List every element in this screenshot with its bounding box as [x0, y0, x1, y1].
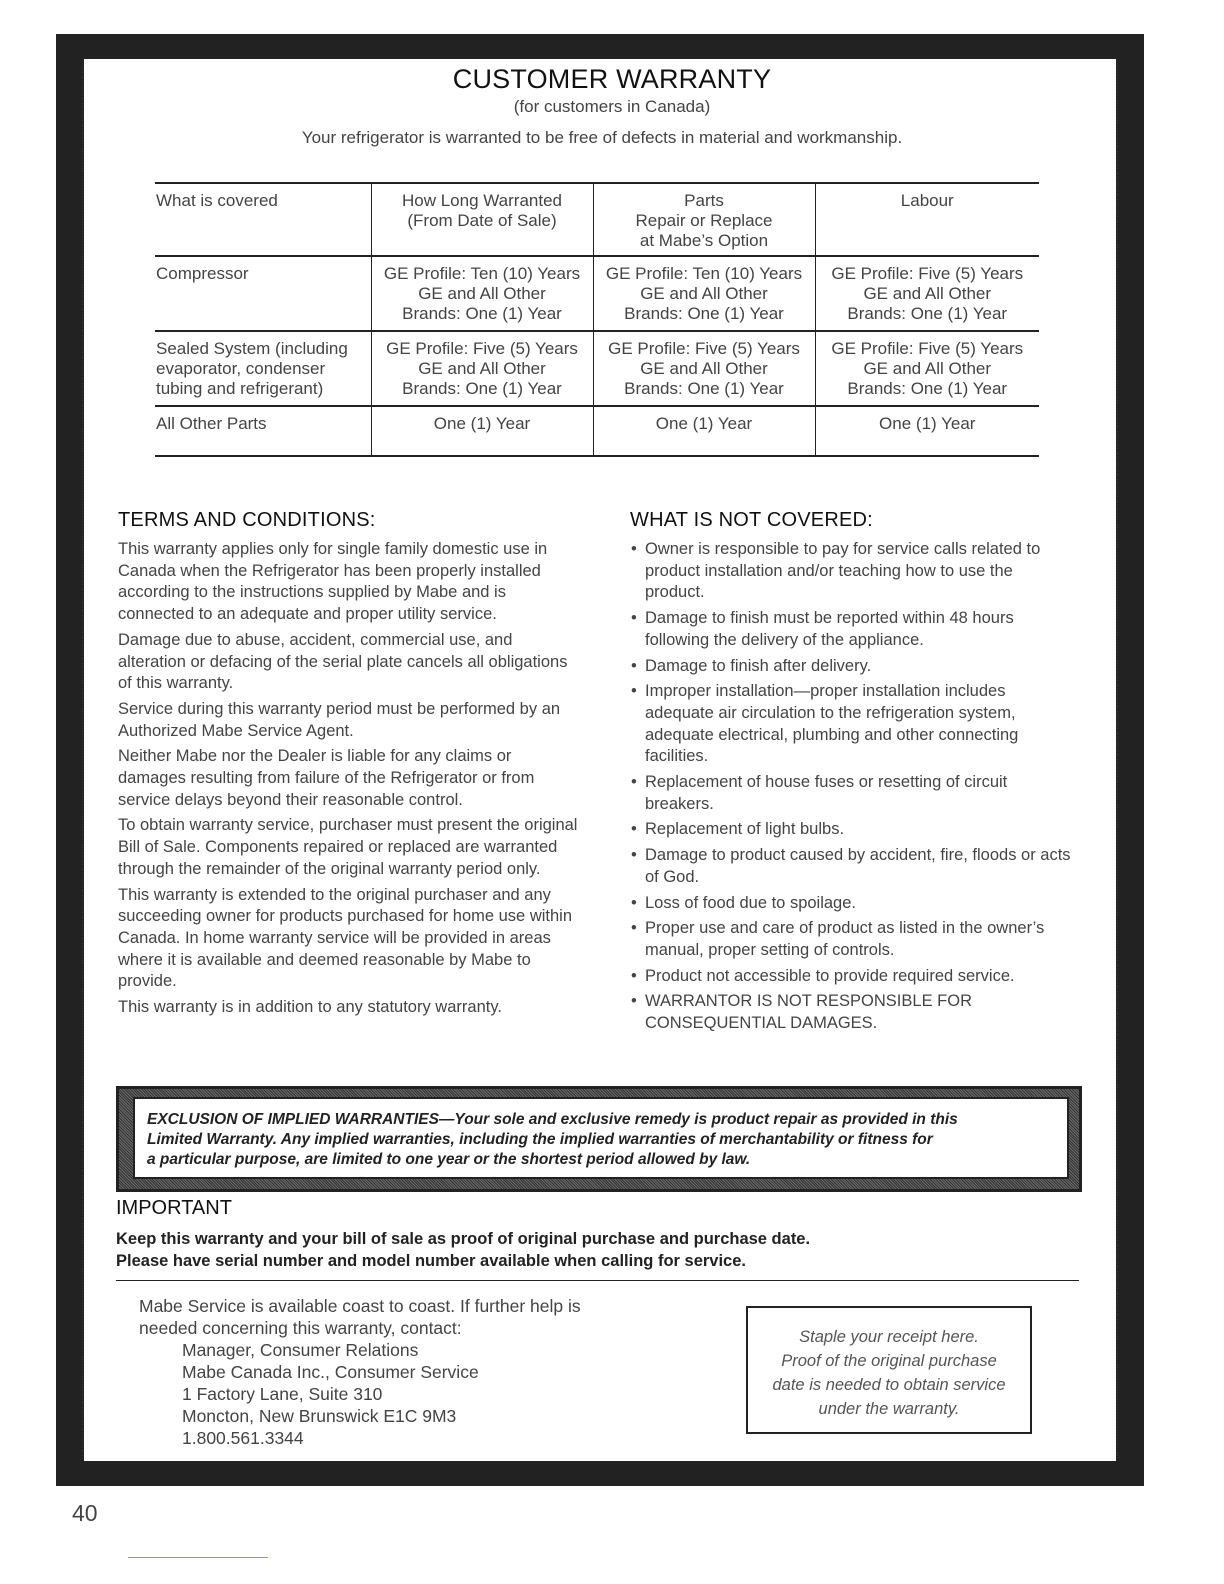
- header-line: (From Date of Sale): [407, 211, 557, 230]
- staple-line: under the warranty.: [818, 1400, 960, 1418]
- header-parts: [593, 183, 815, 256]
- cell-line: evaporator, condenser: [156, 359, 326, 378]
- staple-line: Proof of the original purchase: [781, 1352, 997, 1370]
- header-what-covered: [155, 183, 371, 256]
- contact-street: 1 Factory Lane, Suite 310: [182, 1384, 383, 1404]
- cell-line: Sealed System (including: [156, 339, 348, 358]
- cell-line: GE and All Other: [640, 284, 768, 303]
- not-covered-heading: WHAT IS NOT COVERED:: [630, 509, 873, 531]
- important-notice: [116, 1228, 810, 1272]
- footer-link-underline: [128, 1557, 268, 1558]
- list-item: • Product not accessible to provide required service.: [630, 966, 1075, 988]
- cell-line: GE and All Other: [418, 359, 546, 378]
- staple-line: date is needed to obtain service: [772, 1376, 1006, 1394]
- cell-line: tubing and refrigerant): [156, 379, 324, 398]
- contact-city: Moncton, New Brunswick E1C 9M3: [182, 1406, 457, 1426]
- contact-company: Mabe Canada Inc., Consumer Service: [182, 1362, 479, 1382]
- contact-info: [139, 1295, 581, 1449]
- cell-labour: [815, 256, 1039, 331]
- table-row-sealed-system: [155, 331, 1039, 406]
- cell-line: GE Profile: Five (5) Years: [608, 339, 800, 358]
- important-heading: IMPORTANT: [116, 1197, 232, 1219]
- intro-text: Your refrigerator is warranted to be free of defects in material and workmanship.: [301, 128, 903, 147]
- exclusion-line: Limited Warranty. Any implied warranties, including the implied warranties of merchantability or fitness for: [147, 1131, 933, 1148]
- exclusion-text: [133, 1097, 1069, 1179]
- cell-how-long: [371, 331, 593, 406]
- cell-line: GE and All Other: [863, 284, 992, 303]
- list-item: • Improper installation—proper installation includes adequate air circulation to the refrigeration system, adequate electrical, plumbing and other connecting facilities.: [630, 681, 1075, 768]
- exclusion-line: EXCLUSION OF IMPLIED WARRANTIES—Your sole and exclusive remedy is product repair as provided in this: [147, 1111, 958, 1128]
- cell-line: GE and All Other: [863, 359, 992, 378]
- cell-line: GE Profile: Five (5) Years: [831, 264, 1024, 283]
- table-row-all-other-parts: [155, 406, 1039, 456]
- terms-paragraph: This warranty is extended to the original purchaser and any succeeding owner for products purchased for home use within Canada. In home warranty service will be provided in areas where it is available and deemed reasonable by Mabe to provide.: [118, 885, 572, 991]
- cell-line: GE Profile: Five (5) Years: [386, 339, 578, 358]
- page-title: CUSTOMER WARRANTY: [452, 64, 772, 94]
- warranty-table: [155, 182, 1039, 457]
- cell-line: Brands: One (1) Year: [402, 379, 562, 398]
- cell-covered: [155, 406, 371, 456]
- header-line: at Mabe’s Option: [639, 231, 769, 250]
- cell-parts: [593, 406, 815, 456]
- contact-phone: 1.800.561.3344: [182, 1428, 304, 1448]
- staple-receipt-box: [746, 1306, 1032, 1434]
- cell-covered: [155, 256, 371, 331]
- list-item: • Owner is responsible to pay for service calls related to product installation and/or teaching how to use the product.: [630, 539, 1075, 604]
- header-how-long: [371, 183, 593, 256]
- cell-line: GE Profile: Ten (10) Years: [605, 264, 803, 283]
- exclusion-line: a particular purpose, are limited to one year or the shortest period allowed by law.: [147, 1151, 751, 1168]
- contact-name: Manager, Consumer Relations: [182, 1340, 419, 1360]
- cell-line: GE and All Other: [418, 284, 546, 303]
- cell-line: Brands: One (1) Year: [402, 304, 562, 323]
- cell-line: One (1) Year: [433, 414, 531, 433]
- list-item: • Proper use and care of product as listed in the owner’s manual, proper setting of controls.: [630, 918, 1075, 961]
- cell-line: One (1) Year: [879, 414, 976, 433]
- header-line: Labour: [900, 191, 954, 210]
- header-labour: [815, 183, 1039, 256]
- terms-paragraph: Service during this warranty period must be performed by an Authorized Mabe Service Agent.: [118, 699, 561, 740]
- contact-intro-line: needed concerning this warranty, contact:: [139, 1318, 462, 1338]
- cell-line: Brands: One (1) Year: [847, 304, 1008, 323]
- header-line: What is covered: [156, 191, 278, 210]
- cell-covered: [155, 331, 371, 406]
- cell-line: GE Profile: Ten (10) Years: [383, 264, 581, 283]
- list-item: • Loss of food due to spoilage.: [630, 893, 1075, 915]
- cell-how-long: [371, 256, 593, 331]
- list-item: • Damage to finish after delivery.: [630, 656, 1075, 678]
- not-covered-list: [630, 539, 1075, 1035]
- list-item: • Damage to product caused by accident, fire, floods or acts of God.: [630, 845, 1075, 888]
- cell-line: One (1) Year: [655, 414, 753, 433]
- list-item: • Replacement of house fuses or resetting of circuit breakers.: [630, 772, 1075, 815]
- terms-paragraph: To obtain warranty service, purchaser must present the original Bill of Sale. Components repaired or replaced are warranted through the remainder of the original warranty period only.: [118, 816, 578, 878]
- terms-paragraph: This warranty applies only for single family domestic use in Canada when the Refrigerator has been properly installed according to the instructions supplied by Mabe and is connected to an adequate and proper utility service.: [118, 540, 548, 624]
- cell-line: Brands: One (1) Year: [624, 304, 784, 323]
- divider: [116, 1280, 1079, 1281]
- not-covered-body: [630, 539, 1075, 1039]
- header-line: How Long Warranted: [401, 191, 562, 210]
- terms-heading: TERMS AND CONDITIONS:: [118, 509, 376, 531]
- important-line: Please have serial number and model number available when calling for service.: [116, 1252, 746, 1270]
- list-item: • Replacement of light bulbs.: [630, 819, 1075, 841]
- header-line: Parts: [684, 191, 724, 210]
- contact-intro-line: Mabe Service is available coast to coast. If further help is: [139, 1296, 581, 1316]
- exclusion-box: [116, 1086, 1082, 1192]
- list-item: • WARRANTOR IS NOT RESPONSIBLE FOR CONSEQUENTIAL DAMAGES.: [630, 991, 1075, 1034]
- cell-line: Compressor: [156, 264, 249, 283]
- list-item: • Damage to finish must be reported within 48 hours following the delivery of the appliance.: [630, 608, 1075, 651]
- terms-body: [118, 539, 580, 1023]
- cell-line: All Other Parts: [156, 414, 267, 433]
- terms-paragraph: This warranty is in addition to any statutory warranty.: [118, 998, 502, 1017]
- table-header-row: [155, 183, 1039, 256]
- page-subtitle: (for customers in Canada): [513, 97, 711, 116]
- cell-line: GE and All Other: [640, 359, 768, 378]
- terms-paragraph: Neither Mabe nor the Dealer is liable for any claims or damages resulting from failure of the Refrigerator or from service delays beyond their reasonable control.: [118, 747, 535, 809]
- cell-line: Brands: One (1) Year: [847, 379, 1008, 398]
- terms-paragraph: Damage due to abuse, accident, commercial use, and alteration or defacing of the serial plate cancels all obligations of this warranty.: [118, 630, 568, 693]
- cell-line: GE Profile: Five (5) Years: [831, 339, 1024, 358]
- cell-line: Brands: One (1) Year: [624, 379, 784, 398]
- staple-line: Staple your receipt here.: [799, 1328, 979, 1346]
- important-line: Keep this warranty and your bill of sale as proof of original purchase and purchase date.: [116, 1230, 811, 1248]
- page-number: 40: [72, 1500, 98, 1526]
- cell-parts: [593, 256, 815, 331]
- table-row-compressor: [155, 256, 1039, 331]
- cell-how-long: [371, 406, 593, 456]
- cell-labour: [815, 331, 1039, 406]
- cell-labour: [815, 406, 1039, 456]
- header-line: Repair or Replace: [635, 211, 773, 230]
- cell-parts: [593, 331, 815, 406]
